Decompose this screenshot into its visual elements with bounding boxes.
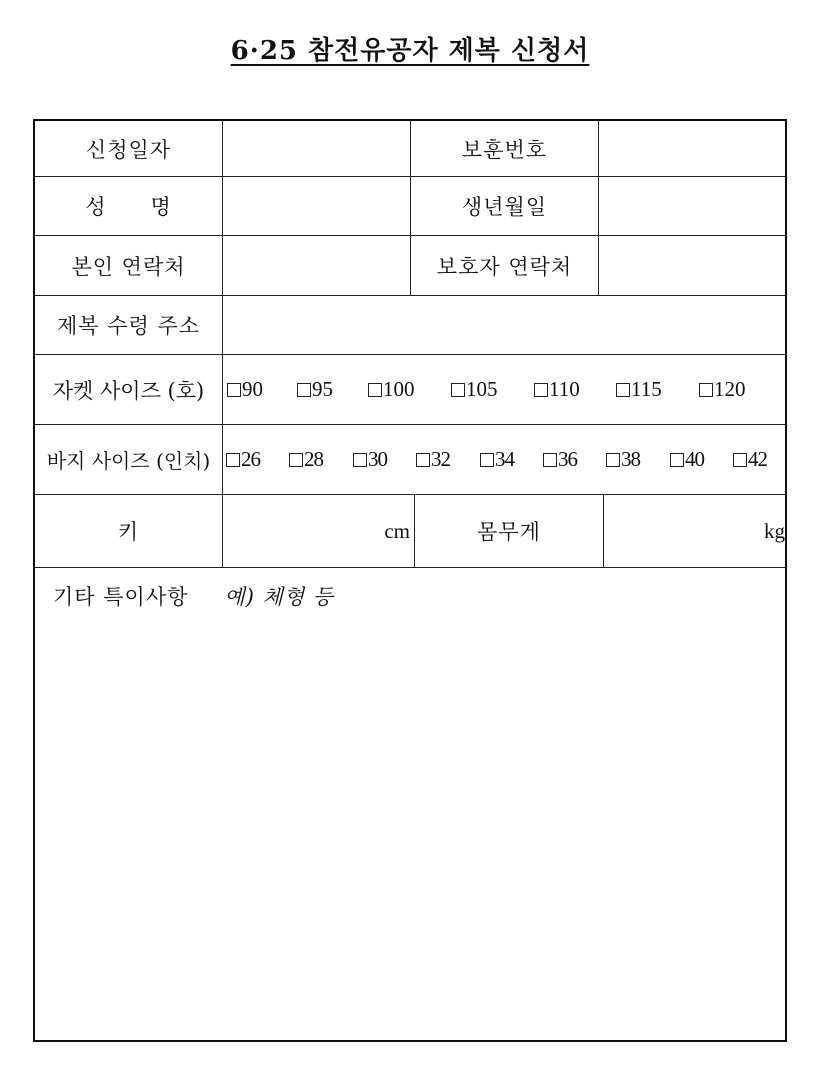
notes-header [53,581,773,611]
height-label: 키 [117,520,140,544]
veteran-number-field[interactable] [599,121,785,176]
checkbox-icon[interactable] [416,453,430,467]
pants-size-label: 바지 사이즈 (인치) [46,449,211,473]
jacket-option[interactable]: 90 [227,377,297,402]
checkbox-icon[interactable] [451,383,465,397]
checkbox-icon[interactable] [353,453,367,467]
checkbox-icon[interactable] [699,383,713,397]
checkbox-icon[interactable] [733,453,747,467]
height-field[interactable] [223,495,414,567]
jacket-option[interactable]: 120 [699,377,746,402]
notes-label: 기타 특이사항 [53,585,189,609]
checkbox-icon[interactable] [289,453,303,467]
application-date-field[interactable] [223,121,410,176]
pants-option[interactable]: 42 [733,447,767,472]
checkbox-icon[interactable] [670,453,684,467]
jacket-option[interactable]: 110 [534,377,616,402]
jacket-size-options [227,355,783,424]
birth-date-field[interactable] [599,177,785,235]
pants-size-options [226,425,784,494]
pants-option[interactable]: 32 [416,447,480,472]
checkbox-icon[interactable] [606,453,620,467]
address-field[interactable] [223,296,785,354]
notes-hint: 예) 체형 등 [224,585,335,609]
pants-option[interactable]: 34 [480,447,543,472]
weight-field[interactable] [604,495,785,567]
pants-option[interactable]: 26 [226,447,289,472]
jacket-option[interactable]: 115 [616,377,699,402]
name-label: 성 명 [85,195,172,219]
checkbox-icon[interactable] [227,383,241,397]
form-title: 6·25 참전유공자 제복 신청서 [230,36,590,66]
weight-label: 몸무게 [477,520,541,544]
height-unit: cm [384,518,410,543]
jacket-option[interactable]: 105 [451,377,534,402]
application-date-label: 신청일자 [85,137,172,162]
guardian-contact-field[interactable] [599,236,785,295]
guardian-contact-label: 보호자 연락처 [436,254,573,279]
jacket-option[interactable]: 100 [368,377,451,402]
checkbox-icon[interactable] [226,453,240,467]
checkbox-icon[interactable] [368,383,382,397]
checkbox-icon[interactable] [480,453,494,467]
address-label: 제복 수령 주소 [56,314,201,338]
application-form [33,119,787,1042]
pants-option[interactable]: 38 [606,447,670,472]
name-field[interactable] [223,177,410,235]
pants-option[interactable]: 28 [289,447,353,472]
weight-unit: kg [764,518,785,543]
checkbox-icon[interactable] [297,383,311,397]
birth-date-label: 생년월일 [461,195,548,219]
row-divider [35,567,785,568]
jacket-option[interactable]: 95 [297,377,368,402]
pants-option[interactable]: 40 [670,447,733,472]
jacket-size-label: 자켓 사이즈 (호) [52,378,205,403]
notes-field[interactable] [39,616,781,1036]
pants-option[interactable]: 30 [353,447,416,472]
checkbox-icon[interactable] [534,383,548,397]
checkbox-icon[interactable] [616,383,630,397]
personal-contact-field[interactable] [223,236,410,295]
veteran-number-label: 보훈번호 [461,137,548,162]
pants-option[interactable]: 36 [543,447,606,472]
personal-contact-label: 본인 연락처 [71,254,186,279]
checkbox-icon[interactable] [543,453,557,467]
